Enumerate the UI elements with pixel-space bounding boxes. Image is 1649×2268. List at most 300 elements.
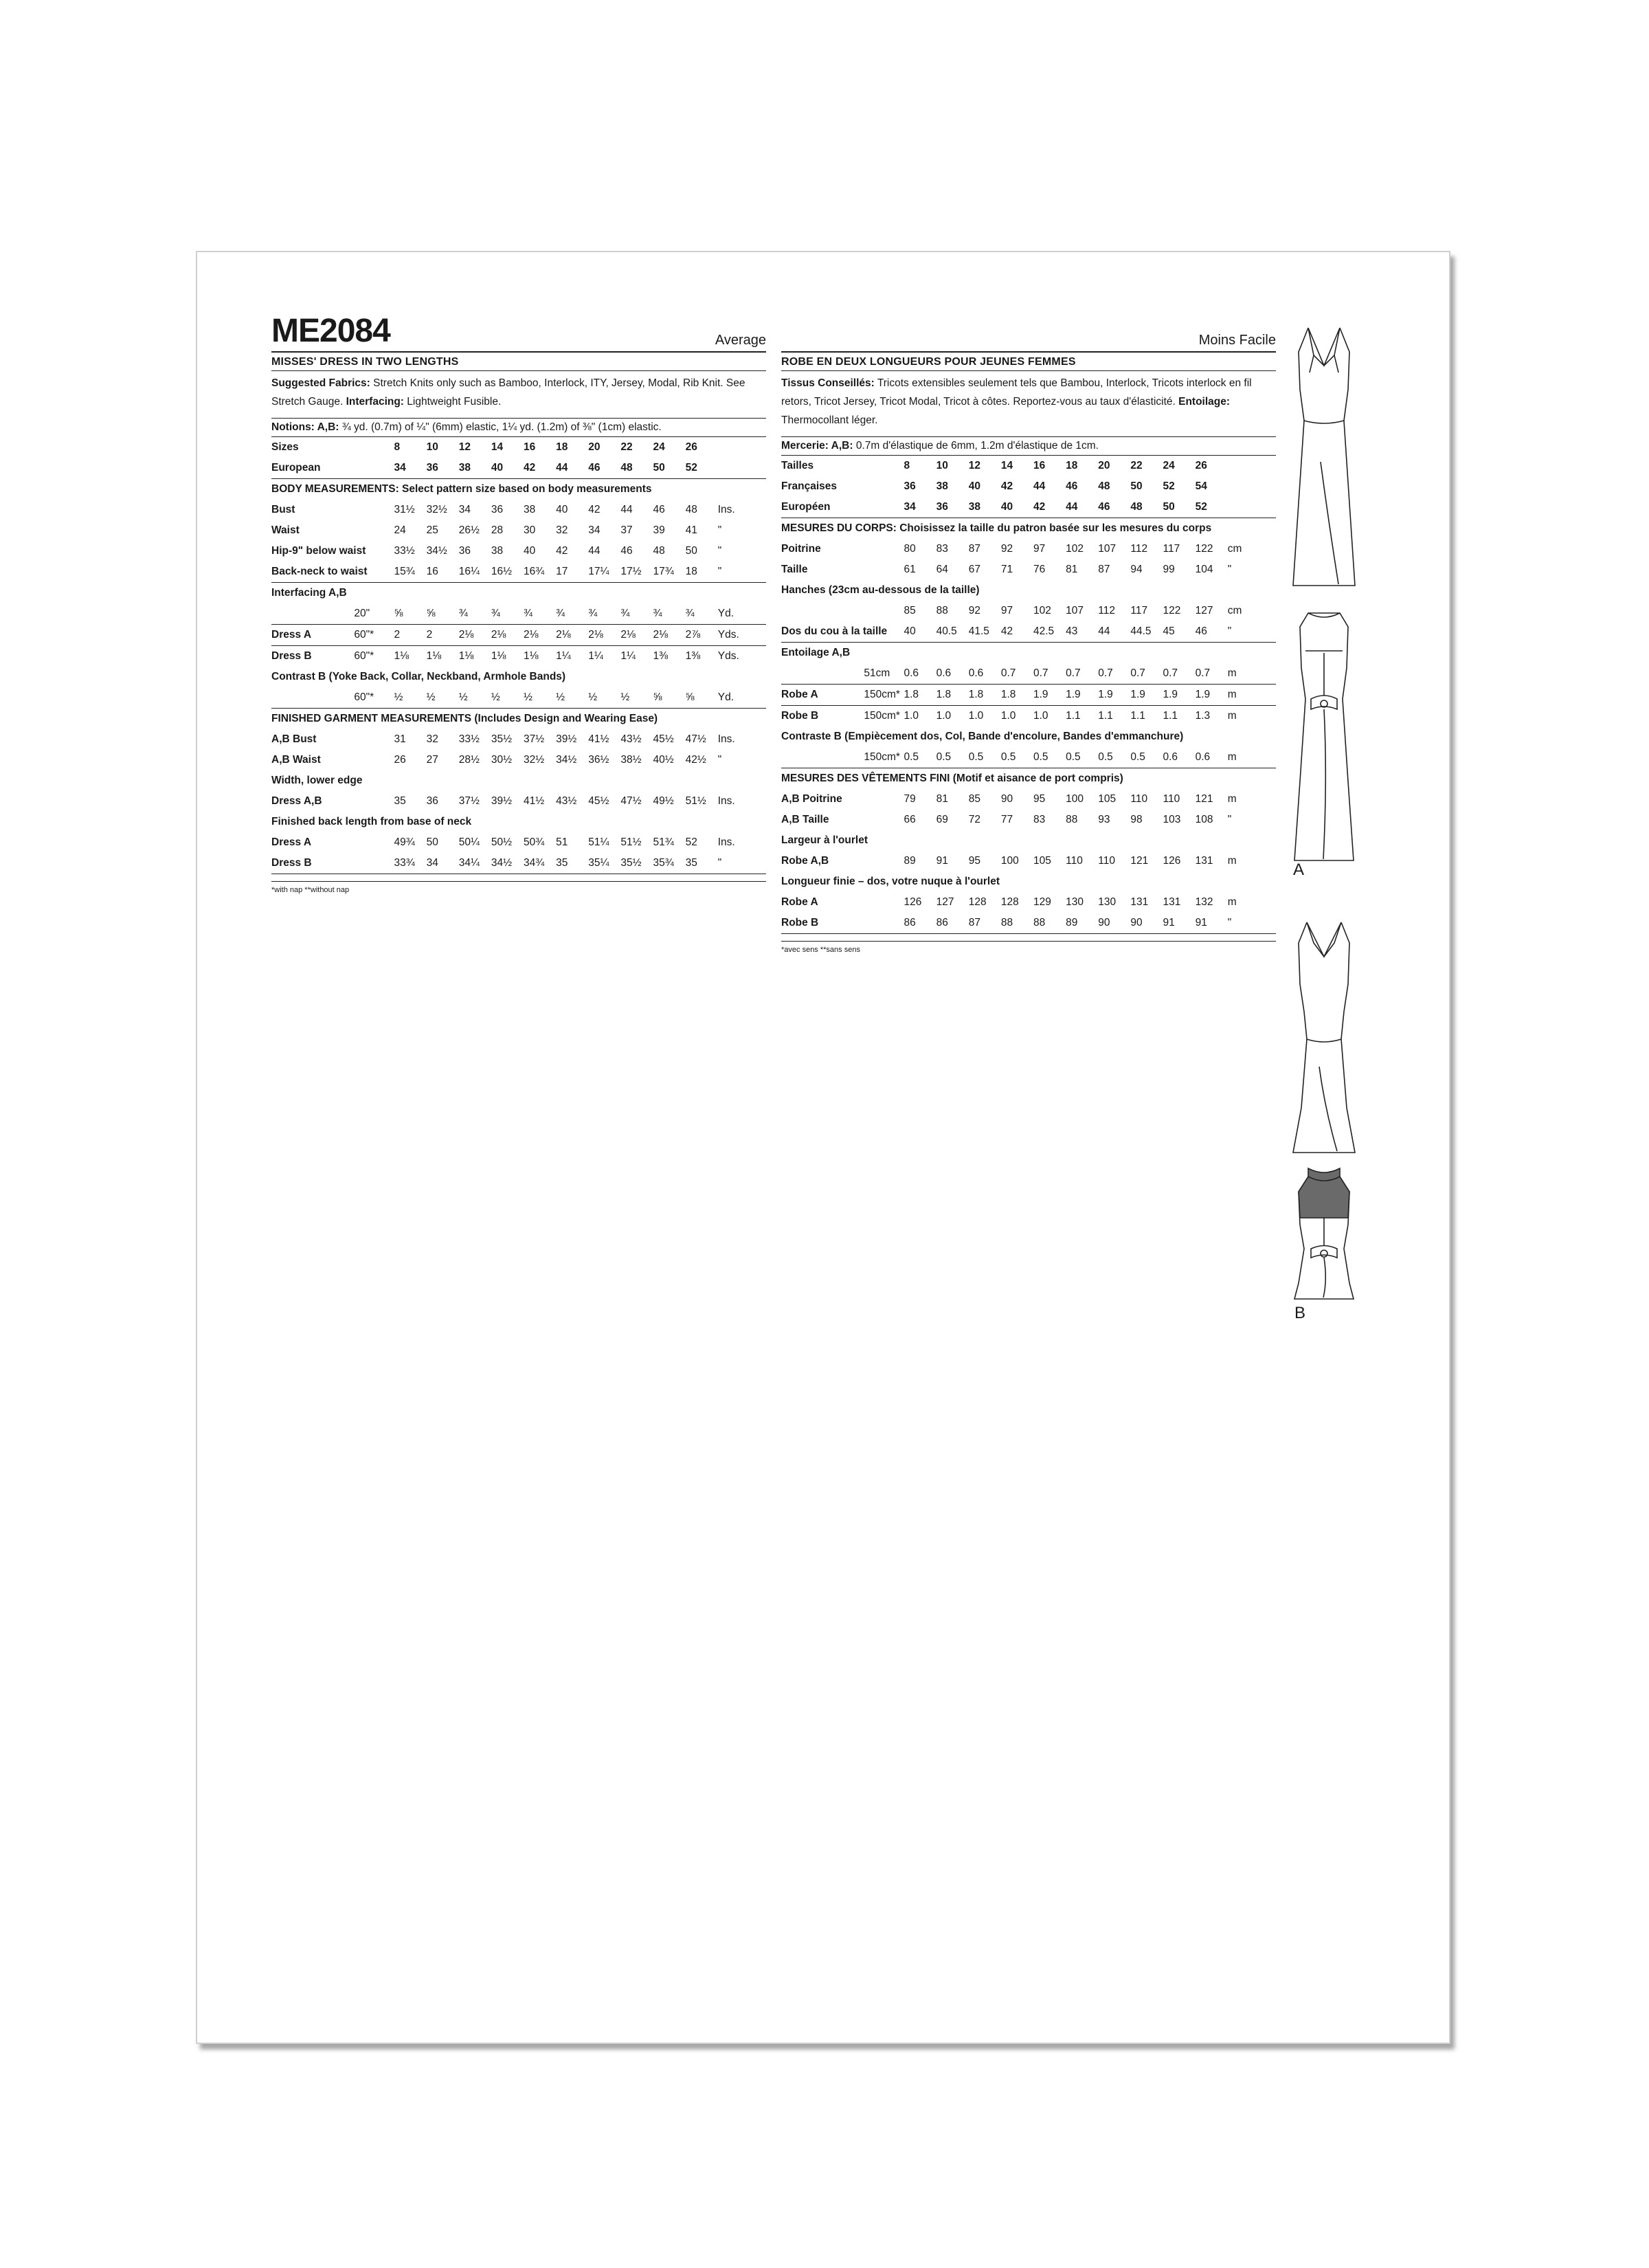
table-cell: 1¼: [588, 650, 603, 662]
table-cell: 1⅛: [394, 650, 410, 662]
table-cell: 103: [1163, 814, 1181, 825]
table-cell: 90: [1000, 793, 1013, 805]
table-cell: 32: [556, 524, 568, 536]
table-cell: 47½: [685, 733, 706, 745]
table-cell: 130: [1066, 896, 1084, 908]
table-cell: 100: [1000, 855, 1019, 867]
row-label: Dress B: [271, 650, 312, 662]
table-cell: 36: [458, 545, 471, 557]
table-cell: 31½: [394, 504, 415, 515]
table-cell: 1.1: [1163, 710, 1178, 722]
table-row: [271, 603, 766, 625]
table-row: [271, 458, 766, 479]
table-cell: 34¾: [524, 853, 556, 874]
view-a-label: A: [1293, 860, 1305, 879]
table-cell: ¾: [459, 603, 491, 625]
row-width: [864, 851, 904, 871]
table-cell: 81: [1066, 564, 1078, 575]
table-cell: 45½: [653, 733, 674, 745]
table-cell: 117: [1163, 543, 1180, 555]
table-row: [781, 685, 1276, 706]
table-cell: 36: [904, 480, 916, 492]
table-row: [781, 789, 1276, 810]
table-cell: 34: [427, 853, 459, 874]
row-width: [864, 539, 904, 559]
table-cell: 34: [458, 504, 471, 515]
table-cell: 2⅛: [653, 625, 685, 646]
table-cell: 80: [904, 543, 916, 555]
table-cell: 51¼: [588, 836, 609, 848]
table-cell: 47½: [620, 795, 642, 807]
fabrics-text: Tricots extensibles seulement tels que Bambou, Interlock, Tricots interlock en fil retors, Tricot Jersey, Tricot Modal, Tricot à côtes. Reportez-vous au taux d'élasticité.: [781, 377, 1252, 408]
table-cell: 92: [968, 605, 980, 616]
table-cell: 35½: [491, 733, 513, 745]
row-width: [354, 520, 394, 541]
table-cell: 44: [556, 458, 588, 479]
row-width: [864, 892, 904, 913]
table-cell: 87: [969, 913, 1001, 934]
table-row: [271, 625, 766, 646]
row-label: Tailles: [781, 460, 814, 471]
table-cell: 110: [1098, 855, 1115, 867]
table-cell: 42: [556, 545, 568, 557]
measurement-table: [781, 456, 1276, 934]
row-width: 150cm*: [864, 747, 904, 768]
row-width: 60"*: [354, 650, 374, 662]
table-cell: 38: [936, 480, 948, 492]
table-cell: ": [1227, 814, 1232, 825]
dress-line-drawings: [1279, 324, 1369, 1012]
table-cell: 2⅛: [459, 625, 491, 646]
table-cell: 38: [523, 504, 536, 515]
row-width: [864, 601, 904, 621]
table-cell: 40: [1001, 497, 1033, 518]
table-cell: 40: [904, 621, 936, 643]
table-cell: 87: [968, 543, 980, 555]
table-cell: 30½: [491, 754, 513, 766]
table-cell: 126: [1163, 855, 1181, 867]
table-cell: 51½: [685, 795, 706, 807]
table-cell: [718, 458, 766, 479]
table-cell: ": [718, 853, 766, 874]
table-cell: 0.6: [904, 663, 936, 685]
table-cell: 18: [556, 441, 568, 453]
row-label: Françaises: [781, 480, 837, 492]
section-heading-row: [781, 871, 1276, 892]
table-cell: ¾: [620, 603, 653, 625]
table-cell: 0.6: [1163, 747, 1195, 768]
table-cell: 50: [653, 458, 685, 479]
table-cell: 33¾: [394, 853, 426, 874]
dress-a-front-sketch: [1293, 328, 1355, 586]
header-row: [781, 314, 1276, 353]
table-cell: 61: [904, 564, 916, 575]
table-cell: 34¼: [459, 853, 491, 874]
table-cell: cm: [1227, 605, 1242, 616]
table-cell: ": [717, 524, 722, 536]
table-cell: Ins.: [717, 795, 735, 807]
section-heading: Longueur finie – dos, votre nuque à l'ourlet: [781, 876, 1000, 887]
table-cell: 12: [458, 441, 471, 453]
table-row: [271, 541, 766, 562]
table-cell: 1⅜: [653, 650, 669, 662]
table-cell: 76: [1033, 564, 1046, 575]
table-cell: 50: [685, 545, 697, 557]
table-cell: 1.9: [1033, 685, 1066, 706]
table-cell: 28: [491, 524, 504, 536]
section-heading: BODY MEASUREMENTS: Select pattern size based on body measurements: [271, 483, 652, 495]
table-cell: 0.5: [936, 747, 969, 768]
table-cell: 110: [1163, 793, 1180, 805]
table-cell: 1.0: [968, 710, 984, 722]
row-width: [864, 789, 904, 810]
table-cell: 32½: [523, 754, 545, 766]
table-cell: 31: [394, 733, 406, 745]
table-cell: 34: [588, 524, 601, 536]
row-label: Dress A: [271, 625, 354, 646]
section-heading: Largeur à l'ourlet: [781, 834, 868, 846]
table-cell: 34: [904, 497, 936, 518]
table-row: [781, 663, 1276, 685]
table-cell: 46: [1098, 497, 1130, 518]
table-cell: 42: [1033, 497, 1066, 518]
table-cell: 77: [1000, 814, 1013, 825]
table-cell: 40: [491, 458, 524, 479]
table-cell: 100: [1066, 793, 1084, 805]
table-cell: 48: [685, 504, 697, 515]
table-cell: 20: [588, 441, 601, 453]
table-cell: 39½: [491, 795, 513, 807]
row-label: Robe A: [781, 685, 864, 706]
table-cell: 85: [968, 793, 980, 805]
row-label: Dress A: [271, 836, 312, 848]
table-cell: ½: [394, 687, 426, 709]
table-cell: 81: [936, 793, 948, 805]
table-row: [781, 559, 1276, 580]
table-cell: 36: [427, 458, 459, 479]
table-cell: 67: [968, 564, 980, 575]
table-cell: 39: [653, 524, 665, 536]
table-cell: 2⅛: [491, 625, 524, 646]
table-cell: m: [1227, 855, 1237, 867]
table-cell: 0.7: [1098, 663, 1130, 685]
table-cell: ": [717, 754, 722, 766]
size-chart: [271, 437, 766, 874]
table-cell: 33½: [394, 545, 415, 557]
table-cell: 38: [969, 497, 1001, 518]
table-cell: 90: [1130, 913, 1163, 934]
table-cell: 97: [1000, 605, 1013, 616]
interfacing-label: Entoilage:: [1178, 396, 1231, 408]
table-cell: 122: [1195, 543, 1213, 555]
table-cell: 88: [936, 605, 948, 616]
row-label: European: [271, 458, 354, 479]
table-cell: 91: [1196, 913, 1228, 934]
table-cell: 95: [1033, 793, 1046, 805]
table-cell: 44: [620, 504, 633, 515]
table-cell: 88: [1033, 913, 1066, 934]
size-chart: [781, 456, 1276, 934]
table-cell: 30: [523, 524, 536, 536]
table-cell: 44: [1033, 480, 1046, 492]
table-cell: ⅝: [653, 687, 685, 709]
table-cell: 10: [936, 460, 948, 471]
table-cell: 18: [1066, 460, 1078, 471]
table-cell: 39½: [556, 733, 577, 745]
table-row: [271, 500, 766, 520]
table-cell: Ins.: [717, 504, 735, 515]
table-row: [271, 729, 766, 750]
table-cell: 40: [968, 480, 980, 492]
table-cell: 24: [394, 524, 406, 536]
table-cell: 42½: [685, 754, 706, 766]
table-cell: 41½: [523, 795, 545, 807]
table-cell: 44: [588, 545, 601, 557]
table-cell: 17¾: [653, 562, 685, 583]
row-label: Bust: [271, 504, 295, 515]
table-cell: 83: [936, 543, 948, 555]
table-cell: 1.0: [904, 710, 919, 722]
table-cell: 15¾: [394, 562, 426, 583]
table-cell: 41½: [588, 733, 609, 745]
table-cell: 14: [1000, 460, 1013, 471]
table-cell: 34½: [426, 545, 447, 557]
header-row: [271, 314, 766, 353]
table-cell: m: [1228, 747, 1276, 768]
table-cell: 27: [426, 754, 438, 766]
row-width: [354, 458, 394, 479]
table-cell: 0.7: [1196, 663, 1228, 685]
footnote: *avec sens **sans sens: [781, 941, 1276, 954]
table-cell: 33½: [458, 733, 480, 745]
table-cell: ¾: [686, 603, 718, 625]
table-cell: ½: [491, 687, 524, 709]
table-cell: [718, 437, 766, 458]
table-cell: 1.9: [1163, 685, 1195, 706]
table-cell: 89: [1066, 913, 1098, 934]
table-cell: 50: [1130, 480, 1143, 492]
row-width: [864, 913, 904, 934]
table-cell: 24: [653, 441, 665, 453]
table-cell: 131: [1130, 896, 1149, 908]
table-cell: ⅝: [394, 603, 426, 625]
table-cell: 10: [426, 441, 438, 453]
row-width: [354, 791, 394, 812]
dress-b-line-drawings: [1279, 1012, 1369, 1300]
table-cell: ½: [620, 687, 653, 709]
row-label: Robe A,B: [781, 855, 829, 867]
table-cell: 51¾: [653, 836, 674, 848]
table-cell: 41: [685, 524, 697, 536]
pattern-envelope-sheet: [196, 251, 1450, 2044]
table-cell: 1.3: [1195, 710, 1211, 722]
table-cell: 107: [1098, 543, 1117, 555]
row-width: 20": [354, 603, 394, 625]
table-cell: 110: [1066, 855, 1083, 867]
table-cell: 132: [1195, 896, 1213, 908]
row-width: 60"*: [354, 687, 394, 709]
difficulty-label: Moins Facile: [1198, 333, 1276, 348]
measurement-table: [271, 437, 766, 874]
dress-b-back-sketch: [1294, 1168, 1354, 1299]
notions: [271, 419, 766, 436]
english-column: [271, 314, 766, 894]
table-row: [781, 810, 1276, 830]
table-cell: 127: [1195, 605, 1213, 616]
table-cell: 48: [620, 458, 653, 479]
table-cell: cm: [1227, 543, 1242, 555]
section-heading-row: [271, 667, 766, 687]
table-cell: 52: [1196, 497, 1228, 518]
table-cell: 48: [1130, 497, 1163, 518]
table-cell: 46: [1066, 480, 1078, 492]
table-cell: ¾: [491, 603, 524, 625]
table-cell: 28½: [458, 754, 480, 766]
table-cell: 1⅛: [491, 650, 506, 662]
table-cell: 0.6: [969, 663, 1001, 685]
table-cell: 36: [491, 504, 504, 515]
section-heading-row: [271, 583, 766, 604]
row-label: Robe A: [781, 896, 818, 908]
table-cell: 93: [1098, 814, 1110, 825]
table-cell: 16: [1033, 460, 1046, 471]
view-b-label: B: [1294, 1304, 1306, 1322]
table-cell: 0.5: [1066, 747, 1098, 768]
table-cell: Ins.: [717, 836, 735, 848]
table-cell: 24: [1163, 460, 1175, 471]
row-width: 150cm*: [864, 685, 904, 706]
table-cell: 44: [1098, 621, 1130, 643]
table-cell: 2⅛: [588, 625, 620, 646]
table-cell: 35½: [620, 853, 653, 874]
table-cell: 35¼: [588, 853, 620, 874]
row-label: Waist: [271, 524, 300, 536]
table-cell: Yd.: [718, 603, 766, 625]
table-cell: 17¼: [588, 562, 620, 583]
table-cell: 34½: [556, 754, 577, 766]
table-cell: 112: [1098, 605, 1115, 616]
notions: [781, 437, 1276, 455]
table-cell: 26: [394, 754, 406, 766]
table-cell: 36: [936, 497, 969, 518]
fabrics-label: Tissus Conseillés:: [781, 377, 875, 389]
table-cell: 40.5: [936, 621, 969, 643]
table-cell: 66: [904, 814, 916, 825]
table-cell: 37: [620, 524, 633, 536]
row-width: [864, 810, 904, 830]
row-label: Poitrine: [781, 543, 821, 555]
table-cell: ": [718, 562, 766, 583]
table-cell: 107: [1066, 605, 1084, 616]
table-cell: ¾: [556, 603, 588, 625]
table-cell: 43½: [620, 733, 642, 745]
table-cell: 0.7: [1066, 663, 1098, 685]
table-cell: 64: [936, 564, 948, 575]
table-cell: 92: [1000, 543, 1013, 555]
table-cell: 42: [1001, 621, 1033, 643]
table-row: [781, 892, 1276, 913]
row-width: [864, 476, 904, 497]
table-row: [781, 539, 1276, 559]
table-cell: 26: [1195, 460, 1207, 471]
table-row: [781, 601, 1276, 621]
table-cell: 86: [936, 913, 969, 934]
notions-text: ¾ yd. (0.7m) of ¼" (6mm) elastic, 1¼ yd. (1.2m) of ⅜" (1cm) elastic.: [341, 421, 662, 433]
table-cell: 0.7: [1001, 663, 1033, 685]
table-row: [781, 497, 1276, 518]
table-cell: 12: [968, 460, 980, 471]
table-cell: 121: [1130, 855, 1149, 867]
table-cell: 108: [1195, 814, 1213, 825]
table-cell: 25: [426, 524, 438, 536]
table-cell: 22: [620, 441, 633, 453]
table-cell: 50¼: [458, 836, 480, 848]
table-cell: 2⅛: [524, 625, 556, 646]
fabric-description: [781, 374, 1276, 430]
table-cell: 129: [1033, 896, 1051, 908]
table-cell: 16½: [491, 562, 524, 583]
table-cell: 72: [968, 814, 980, 825]
table-cell: 20: [1098, 460, 1110, 471]
table-cell: 2: [427, 625, 459, 646]
table-cell: 37½: [458, 795, 480, 807]
table-cell: ": [1228, 913, 1276, 934]
row-label: [781, 663, 864, 685]
table-cell: 38: [491, 545, 504, 557]
section-heading-row: [271, 709, 766, 730]
table-cell: 1¼: [620, 650, 636, 662]
row-width: [864, 497, 904, 518]
table-cell: 34: [394, 458, 426, 479]
table-row: [781, 706, 1276, 727]
table-cell: 40½: [653, 754, 674, 766]
table-cell: Yd.: [718, 687, 766, 709]
row-label: Dos du cou à la taille: [781, 621, 864, 643]
table-cell: ⅝: [427, 603, 459, 625]
table-cell: 2⅛: [620, 625, 653, 646]
table-cell: 0.6: [936, 663, 969, 685]
table-cell: 1.9: [1098, 685, 1130, 706]
table-row: [271, 750, 766, 770]
table-cell: 83: [1033, 814, 1046, 825]
table-cell: 26: [685, 441, 697, 453]
table-cell: 1⅛: [426, 650, 442, 662]
table-cell: 1.8: [1001, 685, 1033, 706]
table-cell: 127: [936, 896, 954, 908]
section-heading: MESURES DES VÊTEMENTS FINI (Motif et aisance de port compris): [781, 772, 1123, 784]
footnote: *with nap **without nap: [271, 881, 766, 894]
table-cell: 86: [904, 913, 936, 934]
row-width: 150cm*: [864, 710, 900, 722]
table-cell: ½: [588, 687, 620, 709]
row-label: A,B Poitrine: [781, 793, 842, 805]
table-cell: 69: [936, 814, 948, 825]
table-cell: 0.7: [1163, 663, 1195, 685]
table-cell: 89: [904, 855, 916, 867]
table-cell: 35¾: [653, 853, 685, 874]
table-cell: 2⅛: [556, 625, 588, 646]
table-cell: 112: [1130, 543, 1148, 555]
row-label: [271, 603, 354, 625]
table-cell: 38: [459, 458, 491, 479]
table-cell: [1228, 456, 1276, 476]
table-cell: 36½: [588, 754, 609, 766]
table-row: [781, 456, 1276, 476]
table-cell: 71: [1000, 564, 1013, 575]
table-cell: 52: [686, 458, 718, 479]
table-cell: 122: [1163, 605, 1181, 616]
row-label: [781, 601, 864, 621]
